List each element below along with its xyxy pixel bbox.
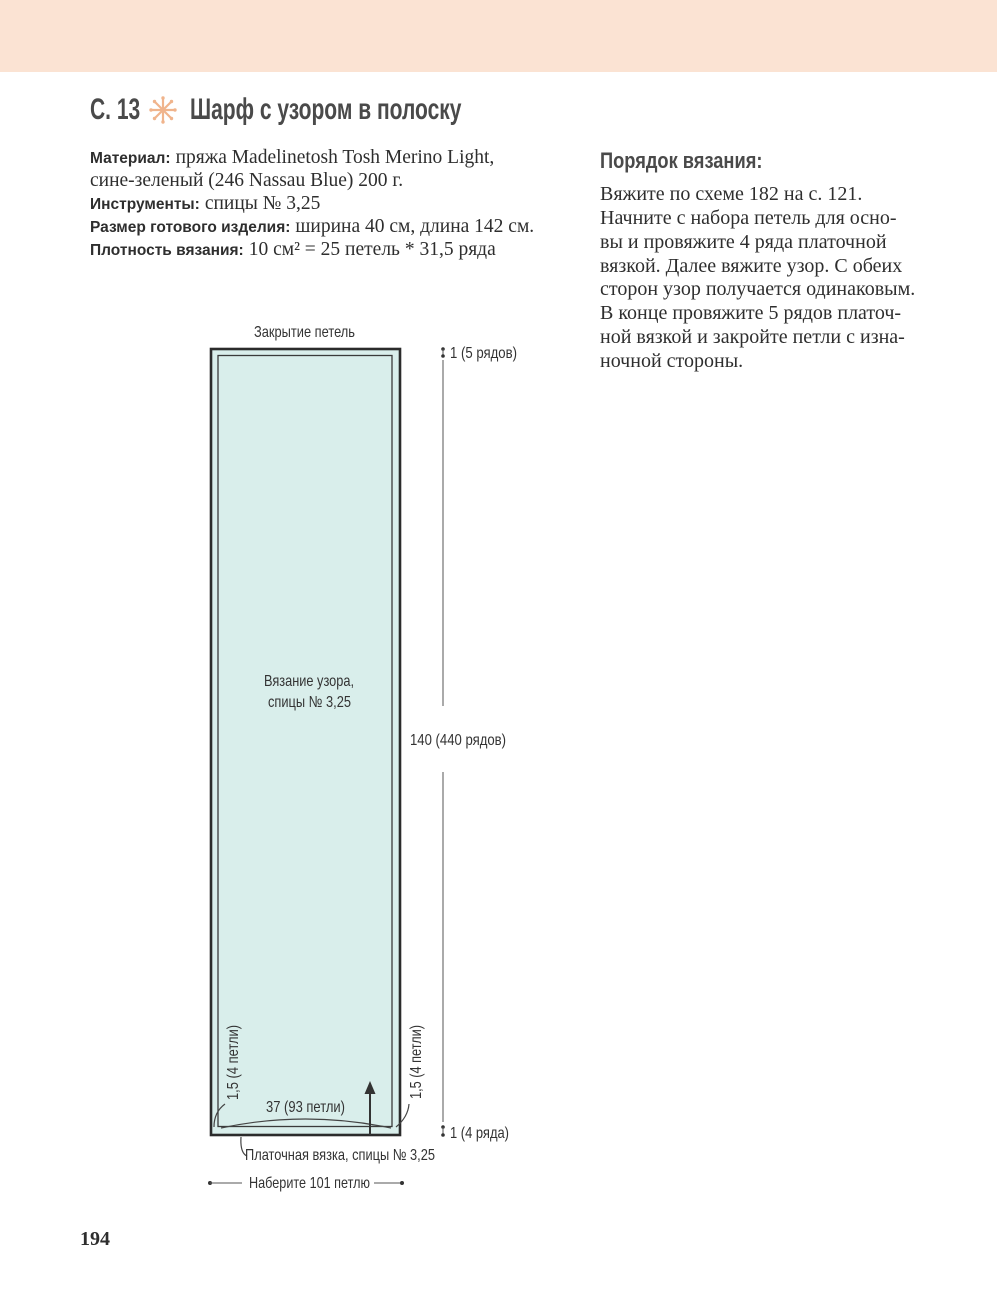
page-number: 194 [80,1228,110,1250]
right-border-label: 1,5 (4 петли) [408,1006,425,1099]
spec-label: Материал: [90,150,171,167]
pattern-area-label: Вязание узора, [264,673,354,690]
instructions-line: сторон узор получается одинаковым. [600,278,916,301]
instructions-line: Вяжите по схеме 182 на с. 121. [600,183,863,205]
length-label: 140 (440 рядов) [410,732,506,749]
bind-off-label: Закрытие петель [254,324,355,341]
instructions-heading: Порядок вязания: [600,148,763,173]
spec-label: Плотность вязания: [90,242,244,259]
spec-value: сине-зеленый (246 Nassau Blue) 200 г. [90,170,404,191]
instructions-line: вязкой. Далее вяжите узор. С обеих [600,254,903,277]
pattern-title: Шарф с узором в полоску [190,93,462,126]
spec-label: Инструменты: [90,196,200,213]
spec-value: пряжа Madelinetosh Tosh Merino Light, [175,147,495,168]
instructions-line: В конце провяжите 5 рядов платоч- [600,302,902,325]
spec-value: 10 см² = 25 петель * 31,5 ряда [248,239,496,260]
width-label: 37 (93 петли) [266,1099,345,1116]
pattern-needle-label: спицы № 3,25 [268,694,352,711]
left-border-label: 1,5 (4 петли) [225,1007,242,1100]
bottom-band-marker [441,1125,445,1137]
spec-value: ширина 40 см, длина 142 см. [295,216,535,237]
pattern-page-ref: С. 13 [90,93,141,126]
top-rows-label: 1 (5 рядов) [450,345,517,362]
top-band-marker [441,347,445,358]
bottom-rows-label: 1 (4 ряда) [450,1125,509,1142]
instructions-line: Начните с набора петель для осно- [600,206,897,229]
spec-value: спицы № 3,25 [204,193,321,214]
scarf-outline [211,349,400,1135]
cast-on-label: Наберите 101 петлю [249,1175,370,1192]
garter-label: Платочная вязка, спицы № 3,25 [245,1147,436,1164]
spec-label: Размер готового изделия: [90,219,291,236]
instructions-line: ночной стороны. [600,349,744,372]
instructions-line: ной вязкой и закройте петли с изна- [600,326,905,349]
instructions-line: вы и провяжите 4 ряда платочной [600,230,887,253]
